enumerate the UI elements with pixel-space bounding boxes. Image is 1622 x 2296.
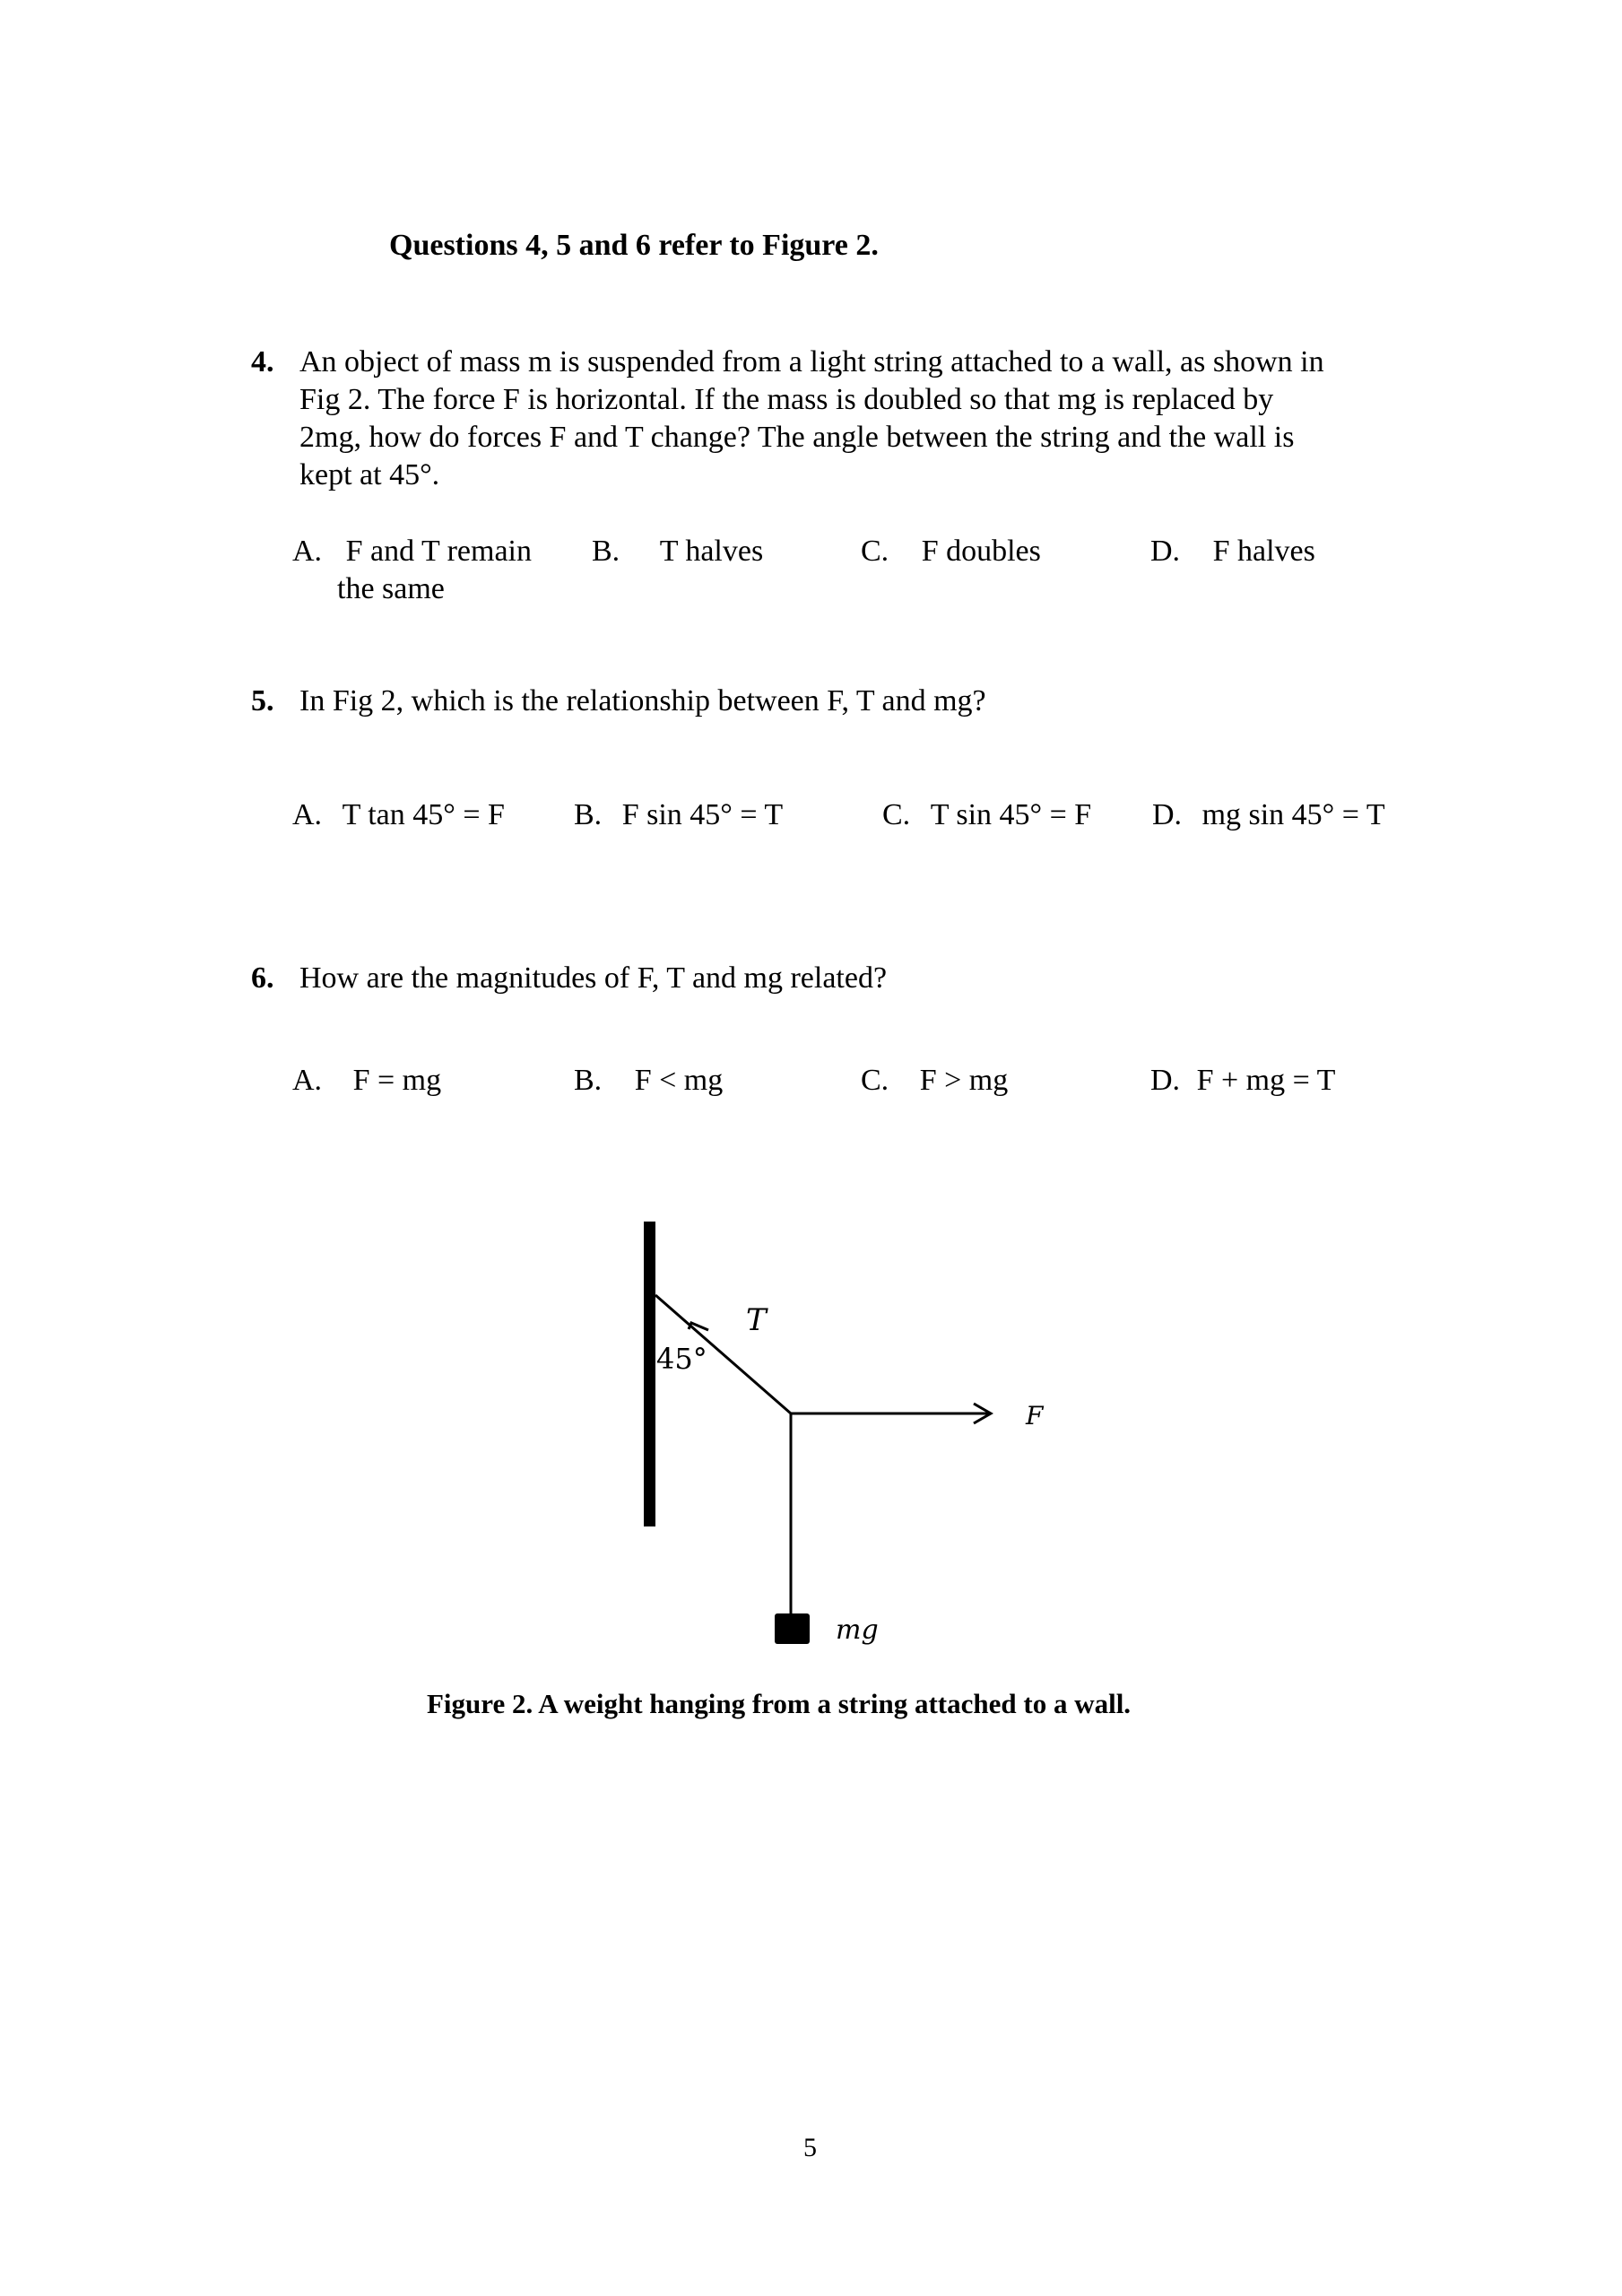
page-number: 5 (803, 2133, 817, 2162)
option-letter: C. (861, 1064, 889, 1097)
option-letter: B. (574, 798, 603, 831)
option-text: T tan 45° = F (342, 798, 505, 831)
question-text-line: An object of mass m is suspended from a light string attached to a wall, as shown in (299, 345, 1324, 378)
figure-caption: Figure 2. A weight hanging from a string attached to a wall. (427, 1688, 1132, 1719)
option-text: F + mg = T (1196, 1064, 1336, 1097)
option-text: T sin 45° = F (930, 798, 1092, 831)
question-text: In Fig 2, which is the relationship between F, T and mg? (299, 684, 986, 718)
question-text-line: kept at 45°. (299, 458, 440, 491)
option-text: F sin 45° = T (621, 798, 784, 831)
option-letter: A. (292, 798, 323, 831)
wall (644, 1222, 655, 1526)
option-letter: A. (292, 535, 323, 568)
question-text-line: Fig 2. The force F is horizontal. If the mass is doubled so that mg is replaced by (299, 383, 1274, 416)
option-text: F < mg (634, 1064, 724, 1097)
question-text-line: 2mg, how do forces F and T change? The angle between the string and the wall is (299, 421, 1295, 454)
option-letter: A. (292, 1064, 323, 1097)
weight-block (775, 1613, 810, 1644)
option-letter: C. (882, 798, 911, 831)
option-text: F = mg (352, 1064, 442, 1097)
tension-label: T (746, 1302, 767, 1338)
weight-label: mg (836, 1614, 879, 1646)
option-letter: D. (1150, 1064, 1181, 1097)
option-letter: D. (1152, 798, 1183, 831)
option-text: F and T remain (345, 535, 532, 568)
option-letter: B. (574, 1064, 603, 1097)
question-text: How are the magnitudes of F, T and mg related? (299, 961, 888, 995)
force-label: F (1026, 1401, 1044, 1431)
option-letter: C. (861, 535, 889, 568)
option-a-continued: the same (337, 572, 445, 605)
option-letter: B. (592, 535, 620, 568)
option-text: mg sin 45° = T (1201, 798, 1385, 831)
option-text: T halves (659, 535, 764, 568)
question-number: 4. (251, 345, 274, 378)
question-number: 6. (251, 961, 274, 995)
option-text: F halves (1212, 535, 1315, 568)
angle-label: 45° (656, 1342, 707, 1376)
question-number: 5. (251, 684, 274, 718)
section-heading: Questions 4, 5 and 6 refer to Figure 2. (389, 229, 879, 262)
option-text: F doubles (921, 535, 1041, 568)
option-text: F > mg (919, 1064, 1009, 1097)
option-letter: D. (1150, 535, 1181, 568)
